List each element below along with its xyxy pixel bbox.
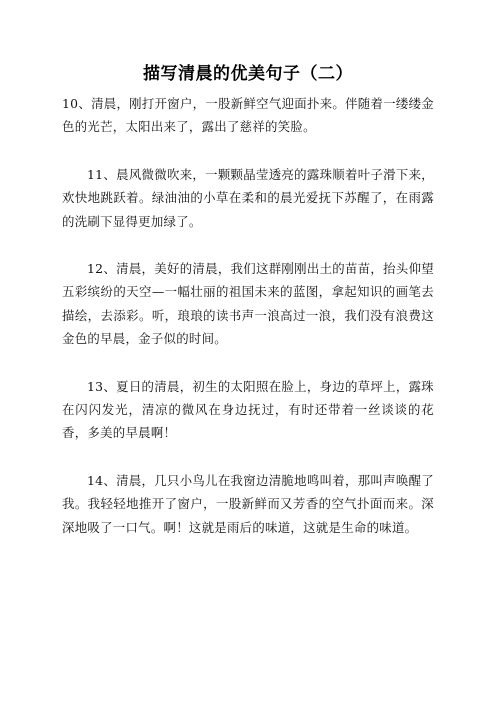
document-body [62, 92, 434, 563]
paragraph-14: 14、清晨，几只小鸟儿在我窗边清脆地鸣叫着，那叫声唤醒了我。我轻轻地推开了窗户，一股新鲜而又芳香的空气扑面而来。深深地吸了一口气。啊！这就是雨后的味道，这就是生命的味道。 [62, 472, 434, 535]
paragraph-13: 13、夏日的清晨，初生的太阳照在脸上，身边的草坪上，露珠在闪闪发光，清凉的微风在身边抚过，有时还带着一丝谈谈的花香，多美的早晨啊！ [62, 378, 434, 441]
paragraph-12: 12、清晨，美好的清晨，我们这群刚刚出土的苗苗，抬头仰望五彩缤纷的天空—一幅壮丽的祖国未来的蓝图，拿起知识的画笔去描绘，去添彩。听，琅琅的读书声一浪高过一浪，我们没有浪费这金色的早晨，金子似的时间。 [62, 261, 434, 347]
paragraph-11: 11、晨风微微吹来，一颗颗晶莹透亮的露珠顺着叶子滑下来，欢快地跳跃着。绿油油的小草在柔和的晨光爱抚下苏醒了，在雨露的洗刷下显得更加绿了。 [62, 166, 434, 229]
document-title: 描写清晨的优美句子（二） [143, 64, 353, 84]
paragraph-10: 10、清晨，刚打开窗户，一股新鲜空气迎面扑来。伴随着一缕缕金色的光芒，太阳出来了，露出了慈祥的笑脸。 [62, 96, 434, 135]
